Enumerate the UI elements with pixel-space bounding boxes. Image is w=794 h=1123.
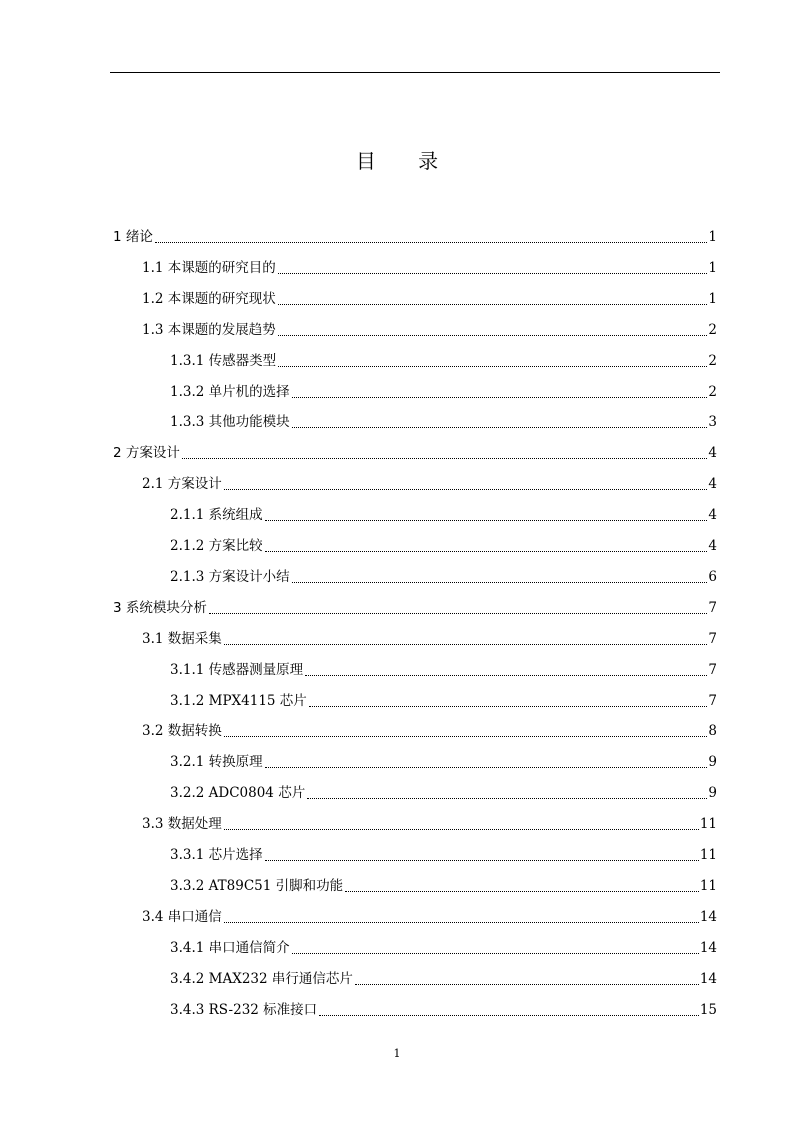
toc-dot-leader (355, 984, 699, 985)
toc-dot-leader (224, 644, 708, 645)
toc-entry-title: 3.1 数据采集 (142, 630, 222, 647)
toc-entry-page: 7 (708, 599, 717, 616)
toc-entry-title: 3.3 数据处理 (142, 816, 222, 833)
toc-entry-page: 4 (708, 538, 717, 554)
toc-dot-leader (292, 953, 699, 954)
toc-entry-title: 3 系统模块分析 (113, 599, 207, 616)
toc-entry-title: 3.4 串口通信 (142, 908, 222, 925)
toc-dot-leader (309, 706, 708, 707)
toc-entry-page: 4 (708, 445, 717, 462)
toc-entry-page: 7 (708, 630, 717, 647)
toc-entry-title: 3.4.1 串口通信简介 (170, 939, 290, 956)
toc-entry-title: 3.3.1 芯片选择 (170, 847, 263, 863)
toc-entry[interactable] (170, 382, 717, 402)
toc-entry[interactable] (170, 783, 717, 803)
toc-entry-title: 3.2.1 转换原理 (170, 754, 263, 771)
toc-entry[interactable] (142, 258, 717, 278)
toc-entry-title: 1.1 本课题的研究目的 (142, 259, 276, 276)
toc-entry-title: 2.1.2 方案比较 (170, 538, 263, 554)
toc-dot-leader (278, 304, 708, 305)
toc-entry-page: 2 (708, 321, 717, 338)
toc-entry-page: 11 (699, 847, 717, 863)
toc-dot-leader (345, 891, 699, 892)
toc-entry-title: 2.1.3 方案设计小结 (170, 568, 290, 585)
toc-entry[interactable] (170, 412, 717, 432)
toc-entry-page: 9 (708, 785, 717, 802)
toc-entry-page: 11 (699, 877, 717, 894)
toc-entry-page: 1 (708, 229, 717, 245)
toc-entry-title: 3.4.2 MAX232 串行通信芯片 (170, 970, 353, 987)
toc-dot-leader (305, 675, 707, 676)
toc-entry-title: 2.1 方案设计 (142, 476, 222, 493)
toc-entry-page: 14 (699, 908, 717, 925)
toc-dot-leader (224, 736, 708, 737)
toc-entry[interactable] (170, 351, 717, 371)
toc-entry[interactable] (170, 567, 717, 587)
toc-dot-leader (209, 613, 708, 614)
toc-entry-title: 3.2 数据转换 (142, 723, 222, 740)
toc-entry[interactable] (142, 629, 717, 649)
toc-entry[interactable] (142, 721, 717, 741)
toc-entry-title: 1.3 本课题的发展趋势 (142, 321, 276, 338)
toc-dot-leader (155, 242, 708, 243)
toc-entry[interactable] (113, 443, 717, 463)
toc-entry[interactable] (170, 536, 717, 556)
toc-dot-leader (224, 922, 699, 923)
toc-entry-page: 3 (708, 414, 717, 431)
toc-entry-page: 2 (708, 352, 717, 369)
toc-entry-title: 1.3.3 其他功能模块 (170, 414, 290, 431)
toc-entry-title: 1 绪论 (113, 229, 153, 245)
toc-entry-page: 15 (699, 1001, 717, 1018)
toc-entry-title: 3.4.3 RS-232 标准接口 (170, 1001, 318, 1018)
toc-entry-title: 3.1.2 MPX4115 芯片 (170, 692, 307, 709)
toc-entry-page: 14 (699, 939, 717, 956)
toc-entry-title: 3.2.2 ADC0804 芯片 (170, 785, 306, 802)
toc-entry[interactable] (142, 289, 717, 309)
toc-entry-page: 6 (708, 568, 717, 585)
toc-entry[interactable] (170, 752, 717, 772)
toc-dot-leader (278, 273, 708, 274)
toc-entry[interactable] (170, 1000, 717, 1020)
toc-entry[interactable] (170, 691, 717, 711)
toc-entry-title: 1.3.1 传感器类型 (170, 352, 277, 369)
toc-entry-page: 4 (708, 476, 717, 493)
toc-dot-leader (319, 1015, 699, 1016)
toc-entry-page: 7 (708, 692, 717, 709)
toc-dot-leader (292, 427, 708, 428)
toc-entry-page: 1 (708, 290, 717, 307)
toc-entry[interactable] (170, 505, 717, 525)
toc-entry-page: 8 (708, 723, 717, 740)
toc-entry-title: 2.1.1 系统组成 (170, 507, 263, 524)
toc-dot-leader (265, 767, 708, 768)
toc-entry[interactable] (170, 660, 717, 680)
toc-dot-leader (224, 829, 699, 830)
toc-dot-leader (265, 551, 708, 552)
toc-entry[interactable] (142, 814, 717, 834)
page-number: 1 (393, 1047, 401, 1060)
toc-entry-page: 11 (699, 816, 717, 833)
toc-dot-leader (265, 520, 708, 521)
toc-entry[interactable] (142, 474, 717, 494)
toc-entry-title: 1.2 本课题的研究现状 (142, 290, 276, 307)
toc-dot-leader (265, 860, 699, 861)
toc-entry[interactable] (170, 876, 717, 896)
toc-dot-leader (278, 366, 707, 367)
toc-entry-title: 2 方案设计 (113, 445, 180, 462)
toc-entry-page: 9 (708, 754, 717, 771)
toc-entry-title: 3.3.2 AT89C51 引脚和功能 (170, 877, 344, 894)
toc-entry[interactable] (170, 938, 717, 958)
toc-entry[interactable] (142, 320, 717, 340)
toc-entry[interactable] (113, 227, 717, 247)
toc-entry[interactable] (142, 907, 717, 927)
toc-entry-page: 7 (708, 661, 717, 678)
toc-dot-leader (278, 335, 708, 336)
toc-title: 目 录 (355, 149, 457, 173)
toc-entry-page: 4 (708, 507, 717, 524)
toc-entry-title: 1.3.2 单片机的选择 (170, 383, 290, 400)
toc-dot-leader (182, 458, 708, 459)
toc-entry-page: 14 (699, 970, 717, 987)
toc-dot-leader (224, 489, 708, 490)
toc-dot-leader (292, 582, 708, 583)
toc-dot-leader (292, 397, 708, 398)
toc-entry[interactable] (170, 969, 717, 989)
toc-entry[interactable] (113, 598, 717, 618)
toc-dot-leader (307, 798, 707, 799)
toc-entry[interactable] (170, 845, 717, 865)
toc-entry-page: 1 (708, 259, 717, 276)
toc-entry-title: 3.1.1 传感器测量原理 (170, 661, 304, 678)
toc-entry-page: 2 (708, 383, 717, 400)
